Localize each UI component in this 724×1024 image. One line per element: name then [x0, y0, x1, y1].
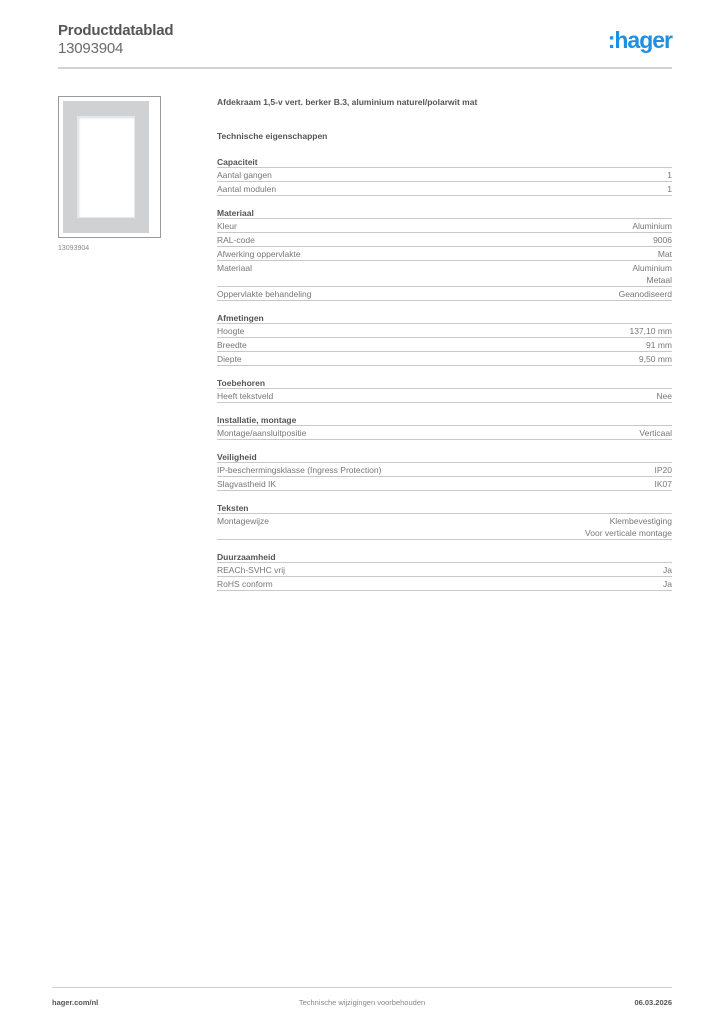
spec-group	[217, 414, 672, 440]
spec-label: Afwerking oppervlakte	[217, 249, 301, 259]
spec-group	[217, 312, 672, 366]
spec-row	[217, 477, 672, 491]
spec-value-line: 91 mm	[646, 340, 672, 350]
spec-value	[639, 353, 672, 365]
spec-value-line: Aluminium	[632, 221, 672, 231]
spec-label: Materiaal	[217, 263, 252, 273]
spec-value-line: Metaal	[646, 275, 672, 285]
spec-value-line: Ja	[663, 565, 672, 575]
spec-value-line: Ja	[663, 579, 672, 589]
spec-value-line: 9,50 mm	[638, 354, 672, 364]
spec-value-line: 9006	[653, 235, 672, 245]
spec-label: Breedte	[217, 340, 247, 350]
spec-row	[217, 463, 672, 477]
footer-disclaimer: Technische wijzigingen voorbehouden	[298, 998, 426, 1007]
spec-value-line: Mat	[657, 249, 672, 259]
spec-value	[655, 464, 673, 476]
spec-label: Montage/aansluitpositie	[217, 428, 307, 438]
spec-value-line: 1	[667, 170, 672, 180]
spec-label: REACh-SVHC vrij	[217, 565, 286, 575]
spec-label: Aantal modulen	[217, 184, 277, 194]
spec-value	[656, 390, 672, 402]
spec-row	[217, 182, 672, 196]
spec-value-line: 1	[667, 184, 672, 194]
cover-frame-opening	[77, 116, 135, 218]
spec-row	[217, 389, 672, 403]
spec-row	[217, 219, 672, 233]
spec-groups	[217, 156, 672, 591]
spec-value-line: IP20	[654, 465, 672, 475]
spec-group	[217, 451, 672, 491]
spec-content	[217, 96, 672, 591]
spec-row	[217, 324, 672, 338]
group-title: Duurzaamheid	[217, 551, 672, 563]
image-caption: 13093904	[58, 245, 90, 252]
spec-label: RoHS conform	[217, 579, 273, 589]
spec-row	[217, 233, 672, 247]
spec-row	[217, 563, 672, 577]
spec-group	[217, 207, 672, 301]
hager-logo: :hager	[607, 27, 672, 53]
spec-label: Aantal gangen	[217, 170, 272, 180]
spec-value-line: Aluminium	[632, 263, 672, 273]
spec-row	[217, 261, 672, 287]
spec-label: Diepte	[217, 354, 242, 364]
spec-value	[663, 578, 672, 590]
footer-date: 06.03.2026	[634, 998, 672, 1007]
spec-value-line: Voor verticale montage	[585, 528, 672, 538]
page-header	[58, 22, 672, 70]
spec-value	[655, 478, 673, 490]
spec-value	[619, 288, 672, 300]
spec-value	[632, 262, 672, 286]
spec-label: RAL-code	[217, 235, 255, 245]
spec-value	[667, 183, 672, 195]
product-name: Afdekraam 1,5-v vert. berker B.3, aluminium naturel/polarwit mat	[217, 97, 478, 107]
spec-label: Kleur	[217, 221, 237, 231]
group-title: Veiligheid	[217, 451, 672, 463]
spec-row	[217, 287, 672, 301]
header-divider	[58, 67, 672, 69]
spec-label: Heeft tekstveld	[217, 391, 274, 401]
spec-row	[217, 338, 672, 352]
spec-label: Hoogte	[217, 326, 245, 336]
spec-value	[658, 248, 672, 260]
product-image	[58, 96, 161, 238]
spec-value-line: Klembevestiging	[609, 516, 672, 526]
spec-value-line: IK07	[654, 479, 672, 489]
spec-row	[217, 352, 672, 366]
spec-value-line: Nee	[656, 391, 672, 401]
spec-row	[217, 247, 672, 261]
document-title: Productdatablad	[58, 22, 174, 39]
footer-divider	[52, 987, 672, 988]
spec-group	[217, 502, 672, 540]
group-title: Installatie, montage	[217, 414, 672, 426]
group-title: Afmetingen	[217, 312, 672, 324]
product-number: 13093904	[58, 40, 124, 57]
spec-value-line: Geanodiseerd	[618, 289, 672, 299]
spec-row	[217, 426, 672, 440]
group-title: Toebehoren	[217, 377, 672, 389]
footer-website: hager.com/nl	[52, 998, 99, 1007]
spec-label: Oppervlakte behandeling	[217, 289, 312, 299]
spec-value	[585, 515, 672, 539]
spec-label: IP-beschermingsklasse (Ingress Protection)	[217, 465, 382, 475]
spec-row	[217, 514, 672, 540]
spec-value	[639, 427, 672, 439]
cover-frame-graphic	[63, 101, 149, 233]
spec-label: Montagewijze	[217, 516, 269, 526]
spec-value-line: 137,10 mm	[629, 326, 672, 336]
spec-value-line: Verticaal	[639, 428, 672, 438]
spec-label: Slagvastheid IK	[217, 479, 277, 489]
spec-value	[653, 234, 672, 246]
spec-value	[646, 339, 672, 351]
spec-group	[217, 551, 672, 591]
spec-value	[632, 220, 672, 232]
spec-value	[667, 169, 672, 181]
spec-row	[217, 168, 672, 182]
spec-group	[217, 156, 672, 196]
spec-value	[629, 325, 672, 337]
group-title: Capaciteit	[217, 156, 672, 168]
spec-row	[217, 577, 672, 591]
spec-value	[663, 564, 672, 576]
section-heading: Technische eigenschappen	[217, 131, 328, 141]
group-title: Materiaal	[217, 207, 672, 219]
spec-group	[217, 377, 672, 403]
group-title: Teksten	[217, 502, 672, 514]
